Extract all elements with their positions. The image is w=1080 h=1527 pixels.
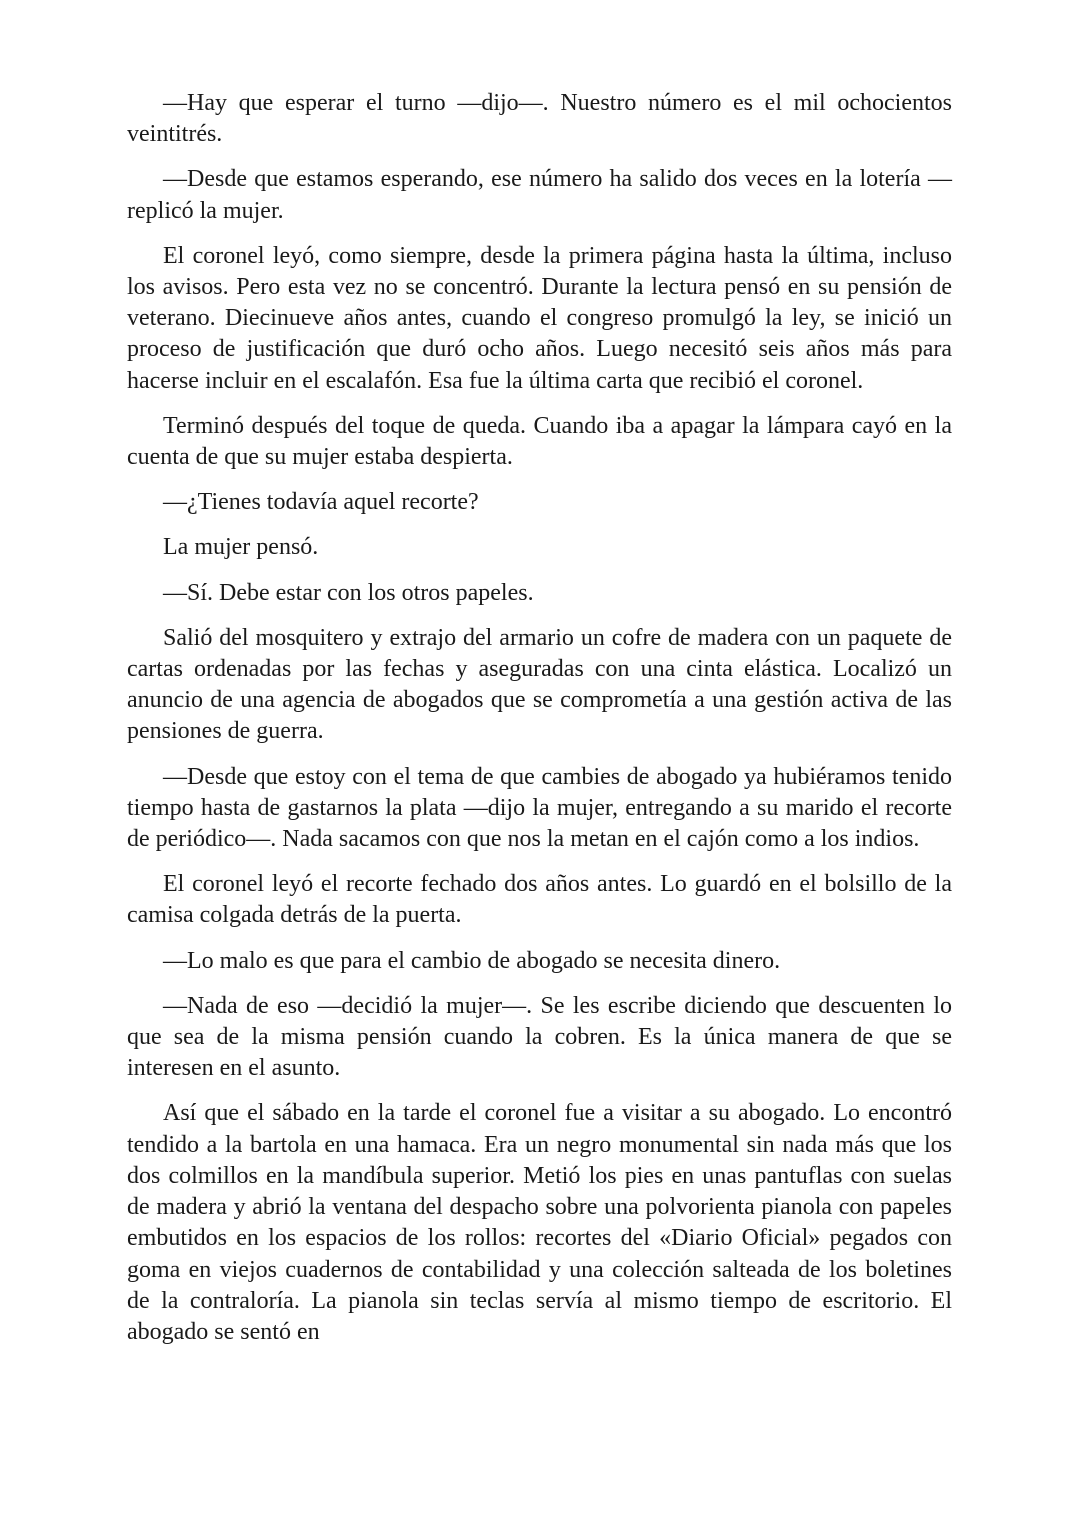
paragraph: Así que el sábado en la tarde el coronel fue a visitar a su abogado. Lo encontró tendido a la bartola en una hamaca. Era un negro monumental sin nada más que los dos colmillos en la mandíbula superior. Metió los pies en unas pantuflas con suelas de madera y abrió la ventana del despacho sobre una polvorienta pianola con papeles embutidos en los espacios de los rollos: recortes del «Diario Oficial» pegados con goma en viejos cuadernos de contabilidad y una colección salteada de los boletines de la contraloría. La pianola sin teclas servía al mismo tiempo de escritorio. El abogado se sentó en	[127, 1100, 952, 1345]
paragraph: —¿Tienes todavía aquel recorte?	[163, 489, 479, 516]
paragraph: —Sí. Debe estar con los otros papeles.	[163, 579, 534, 606]
paragraph: —Desde que estamos esperando, ese número ha salido dos veces en la lotería —replicó la mujer.	[127, 166, 952, 224]
paragraph: —Hay que esperar el turno —dijo—. Nuestro número es el mil ochocientos veintitrés.	[127, 90, 952, 148]
paragraph: El coronel leyó el recorte fechado dos años antes. Lo guardó en el bolsillo de la camisa colgada detrás de la puerta.	[127, 871, 952, 929]
paragraph: —Nada de eso —decidió la mujer—. Se les escribe diciendo que descuenten lo que sea de la misma pensión cuando la cobren. Es la única manera de que se interesen en el asunto.	[127, 992, 952, 1082]
paragraph: —Lo malo es que para el cambio de abogado se necesita dinero.	[163, 947, 781, 974]
paragraph: —Desde que estoy con el tema de que cambies de abogado ya hubiéramos tenido tiempo hasta de gastarnos la plata —dijo la mujer, entregando a su marido el recorte de periódico—. Nada sacamos con que nos la metan en el cajón como a los indios.	[127, 763, 952, 853]
document-page	[127, 88, 952, 1362]
paragraph: Salió del mosquitero y extrajo del armario un cofre de madera con un paquete de cartas ordenadas por las fechas y aseguradas con una cinta elástica. Localizó un anuncio de una agencia de abogados que se comprometía a una gestión activa de las pensiones de guerra.	[127, 624, 952, 745]
paragraph: La mujer pensó.	[163, 534, 319, 561]
paragraph: El coronel leyó, como siempre, desde la primera página hasta la última, incluso los avisos. Pero esta vez no se concentró. Durante la lectura pensó en su pensión de veterano. Diecinueve años antes, cuando el congreso promulgó la ley, se inició un proceso de justificación que duró ocho años. Luego necesitó seis años más para hacerse incluir en el escalafón. Esa fue la última carta que recibió el coronel.	[127, 242, 952, 394]
paragraph: Terminó después del toque de queda. Cuando iba a apagar la lámpara cayó en la cuenta de que su mujer estaba despierta.	[127, 412, 952, 471]
